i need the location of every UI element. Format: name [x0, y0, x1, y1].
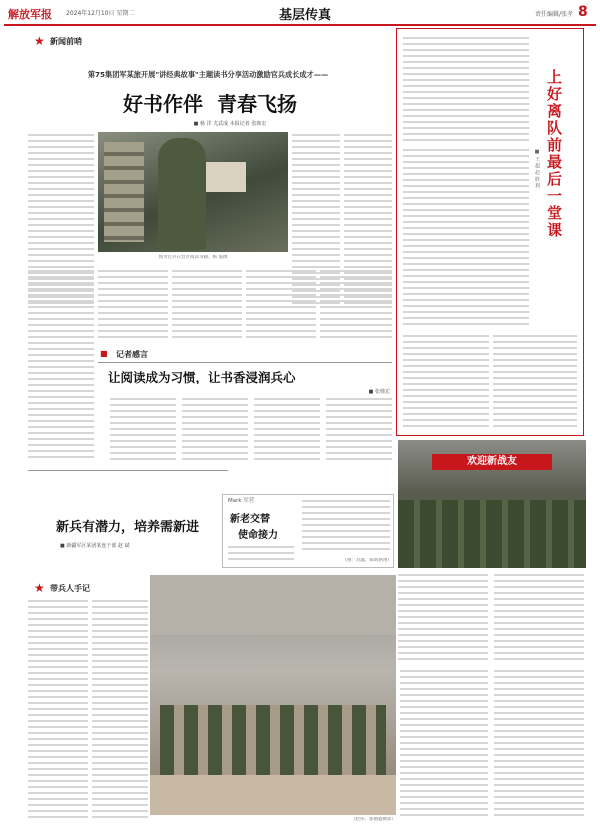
lead-kicker: 第75集团军某旅开展"讲经典故事"主题读书分享活动激励官兵成长成才—— [87, 70, 329, 79]
feature-photo-text-1 [398, 574, 488, 664]
lead-text-col-5 [172, 270, 242, 342]
mid-rule [28, 470, 228, 471]
lead-text-col-1c [28, 414, 94, 462]
marching-troops-shape [160, 705, 386, 775]
lead-byline: ■ 杨 洋 尤武成 本报记者 张韩宏 [193, 121, 267, 127]
bottom-photo-caption: （赵伟、郭德鑫摄影） [351, 817, 396, 822]
mark-text-1 [228, 546, 294, 564]
star-icon: ■ [100, 349, 108, 358]
mid-byline: ■ 新疆军区某团某连干部 赵 斌 [60, 543, 130, 549]
lead-text-col-1b [28, 270, 94, 410]
mid-headline: 新兵有潜力，培养需新进 [56, 520, 200, 534]
feature-byline: ■ 王 超 赵 胜 利 [534, 149, 540, 188]
lead-text-col-6 [246, 270, 316, 342]
review-byline: ■ 张韩宏 [368, 389, 390, 395]
welcome-banner: 欢迎新战友 [432, 454, 552, 470]
feature-text-top [403, 37, 529, 143]
right-bottom-text-2 [494, 670, 584, 818]
feature-title: 上好离队前最后一堂课 [545, 69, 563, 239]
section-title: 基层传真 [278, 8, 331, 22]
building-shape [150, 575, 396, 635]
review-text-col-4 [326, 398, 392, 462]
mark-credit: （图：苏鑫，陈辉供图） [342, 558, 392, 563]
lead-text-col-4 [98, 270, 168, 342]
mark-headline-2: 使命接力 [238, 530, 278, 540]
feature-text-bottom-2 [493, 335, 577, 431]
review-text-col-3 [254, 398, 320, 462]
editor-credit: 责任编辑/张孝 [534, 11, 573, 18]
mark-headline-1: 新老交替 [230, 514, 270, 524]
notes-text-col-1 [28, 600, 88, 818]
page-number: 8 [578, 4, 588, 20]
review-rule [98, 362, 392, 363]
lead-photo-caption: 图为官兵在营区阅读书籍。杨 溢摄 [158, 255, 228, 260]
feature-photo-text-2 [494, 574, 584, 664]
review-text-col-1 [110, 398, 176, 462]
bottom-photo [150, 575, 396, 815]
soldier-figure [158, 138, 206, 250]
review-tag: ■ 记者感言 [100, 349, 148, 359]
newspaper-logo: 解放军报 [8, 8, 52, 20]
mark-text-2 [302, 500, 390, 554]
star-icon: ★ [34, 34, 45, 48]
lead-headline: 好书作伴 青春飞扬 [123, 92, 297, 114]
notes-tag: ★ 带兵人手记 [34, 581, 90, 595]
feature-box [396, 28, 584, 436]
notes-text-col-2 [92, 600, 148, 818]
feature-text-bottom-1 [403, 335, 489, 431]
mark-tag: Mark 军营 [228, 498, 255, 504]
issue-date: 2024年12月10日 星期二 [66, 10, 135, 17]
review-headline: 让阅读成为习惯，让书香浸润兵心 [108, 370, 296, 384]
masthead-rule [4, 24, 596, 26]
feature-photo [398, 440, 586, 568]
star-icon: ★ [34, 581, 45, 595]
bookshelf-shape [104, 142, 144, 242]
lead-photo [98, 132, 288, 252]
lead-text-col-7 [320, 270, 392, 342]
ground-shape [150, 775, 396, 815]
book-shape [206, 162, 246, 192]
review-text-col-2 [182, 398, 248, 462]
troops-shape [398, 500, 586, 568]
feature-text-mid [403, 149, 529, 329]
right-bottom-text-1 [400, 670, 488, 818]
news-front-tag: ★ 新闻前哨 [34, 34, 82, 48]
